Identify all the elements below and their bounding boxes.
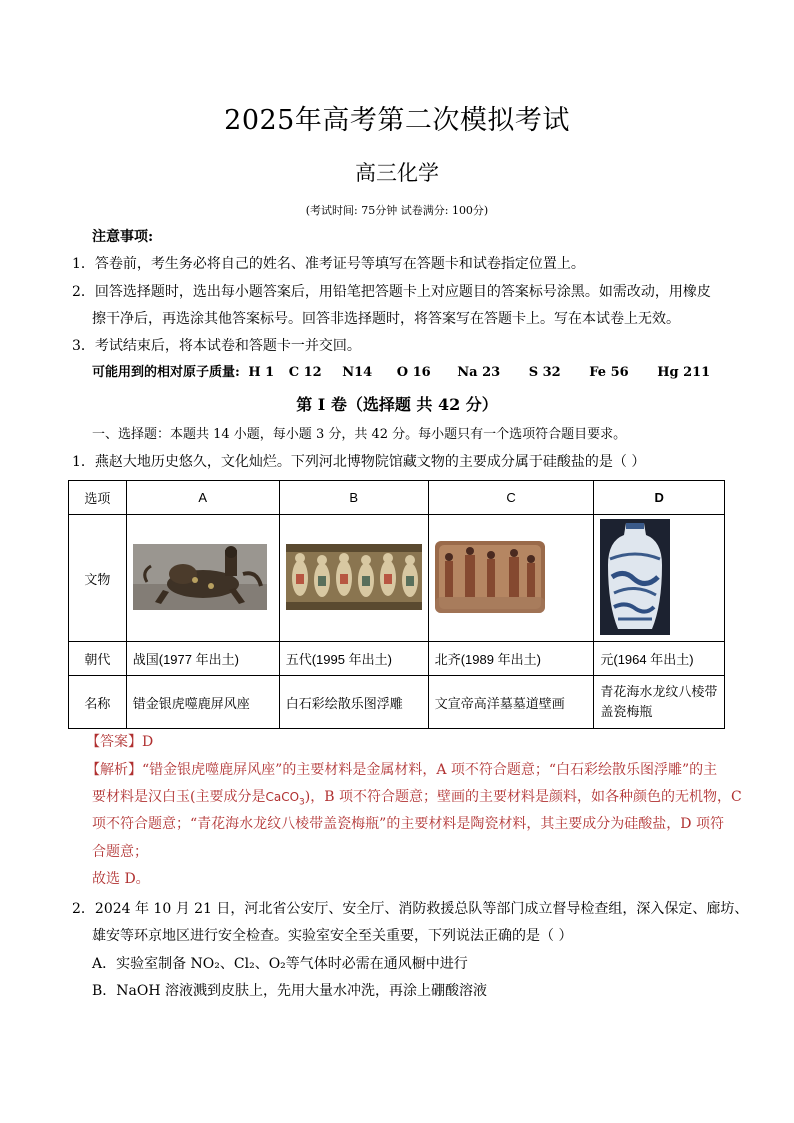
mass-na: Na 23 (457, 365, 501, 380)
dynasty-a: 战国(1977 年出土) (126, 642, 279, 676)
mass-hg: Hg 211 (657, 365, 711, 380)
q1-analysis-line-1: 【解析】“错金银虎噬鹿屏风座”的主要材料是金属材料，A 项不符合题意；“白石彩绘散乐图浮雕”的主 (86, 762, 718, 778)
artifact-d-cell (594, 515, 725, 642)
atomic-masses-label: 可能用到的相对原子质量: (92, 365, 240, 380)
porcelain-vase-image (600, 519, 670, 635)
artifact-a-cell (126, 515, 279, 642)
dynasty-b: 五代(1995 年出土) (279, 642, 428, 676)
row-label: 名称 (69, 676, 127, 729)
option-header: B (279, 481, 428, 515)
q2-option-b: B．NaOH 溶液溅到皮肤上，先用大量水冲洗，再涂上硼酸溶液 (92, 983, 488, 999)
q1-analysis-line-3: 项不符合题意；“青花海水龙纹八棱带盖瓷梅瓶”的主要材料是陶瓷材料，其主要成分为硅酸盐，D 项符 (92, 816, 724, 832)
notice-item-3: 3．考试结束后，将本试卷和答题卡一并交回。 (72, 338, 361, 354)
mass-fe: Fe 56 (589, 365, 629, 380)
option-header: A (126, 481, 279, 515)
mural-painting-image (435, 541, 545, 613)
name-c: 文宣帝高洋墓墓道壁画 (428, 676, 594, 729)
exam-title: 2025年高考第二次模拟考试 (224, 105, 570, 136)
artifact-c-cell (428, 515, 594, 642)
dynasty-d: 元(1964 年出土) (594, 642, 725, 676)
mass-c: C 12 (288, 365, 322, 380)
q1-analysis-line-5: 故选 D。 (92, 871, 150, 887)
q1-analysis-line-2: 要材料是汉白玉(主要成分是CaCO$_3$)，B 项不符合题意；壁画的主要材料是颜料，如各种颜色的无机物，C (92, 789, 742, 808)
row-label: 选项 (69, 481, 127, 515)
name-a: 错金银虎噬鹿屏风座 (126, 676, 279, 729)
row-label: 朝代 (69, 642, 127, 676)
mass-n: N14 (342, 365, 373, 380)
section-title: 第 I 卷（选择题 共 42 分） (296, 395, 498, 414)
notice-item-2: 2．回答选择题时，选出每小题答案后，用铅笔把答题卡上对应题目的答案标号涂黑。如需改动，用橡皮 (72, 284, 711, 300)
name-d: 青花海水龙纹八棱带盖瓷梅瓶 (594, 676, 725, 729)
bronze-tiger-image (133, 544, 267, 610)
caco3-formula: CaCO$_3$ (265, 790, 305, 808)
option-header: C (428, 481, 594, 515)
mass-o: O 16 (396, 365, 431, 380)
q1-analysis-line-4: 合题意； (92, 844, 148, 860)
notice-heading: 注意事项: (92, 229, 154, 245)
q2-stem-line-1: 2．2024 年 10 月 21 日，河北省公安厅、安全厅、消防救援总队等部门成立督导检查组，深入保定、廊坊、 (72, 901, 749, 917)
q1-options-table (68, 480, 725, 729)
exam-info: (考试时间: 75分钟 试卷满分: 100分) (305, 204, 489, 217)
dynasty-c: 北齐(1989 年出土) (428, 642, 594, 676)
table-row (69, 515, 725, 642)
table-row (69, 481, 725, 515)
mass-h: H 1 (248, 365, 275, 380)
name-b: 白石彩绘散乐图浮雕 (279, 676, 428, 729)
table-row (69, 676, 725, 729)
q2-option-a: A．实验室制备 NO₂、Cl₂、O₂等气体时必需在通风橱中进行 (92, 956, 468, 972)
table-row (69, 642, 725, 676)
row-label: 文物 (69, 515, 127, 642)
stone-relief-image (286, 544, 422, 610)
q2-stem-line-2: 雄安等环京地区进行安全检查。实验室安全至关重要，下列说法正确的是（ ） (92, 928, 573, 944)
notice-item-2-cont: 擦干净后，再选涂其他答案标号。回答非选择题时，将答案写在答题卡上。写在本试卷上无效。 (92, 311, 680, 327)
option-header: D (594, 481, 725, 515)
mass-s: S 32 (528, 365, 561, 380)
notice-item-1: 1．答卷前，考生务必将自己的姓名、准考证号等填写在答题卡和试卷指定位置上。 (72, 256, 585, 272)
q1-answer: 【答案】D (86, 734, 154, 750)
section-instruction: 一、选择题：本题共 14 小题，每小题 3 分，共 42 分。每小题只有一个选项符合题目要求。 (92, 427, 627, 442)
exam-subtitle: 高三化学 (355, 161, 439, 185)
q1-stem: 1．燕赵大地历史悠久，文化灿烂。下列河北博物院馆藏文物的主要成分属于硅酸盐的是（ ） (72, 454, 646, 470)
artifact-b-cell (279, 515, 428, 642)
atomic-masses (92, 362, 710, 384)
